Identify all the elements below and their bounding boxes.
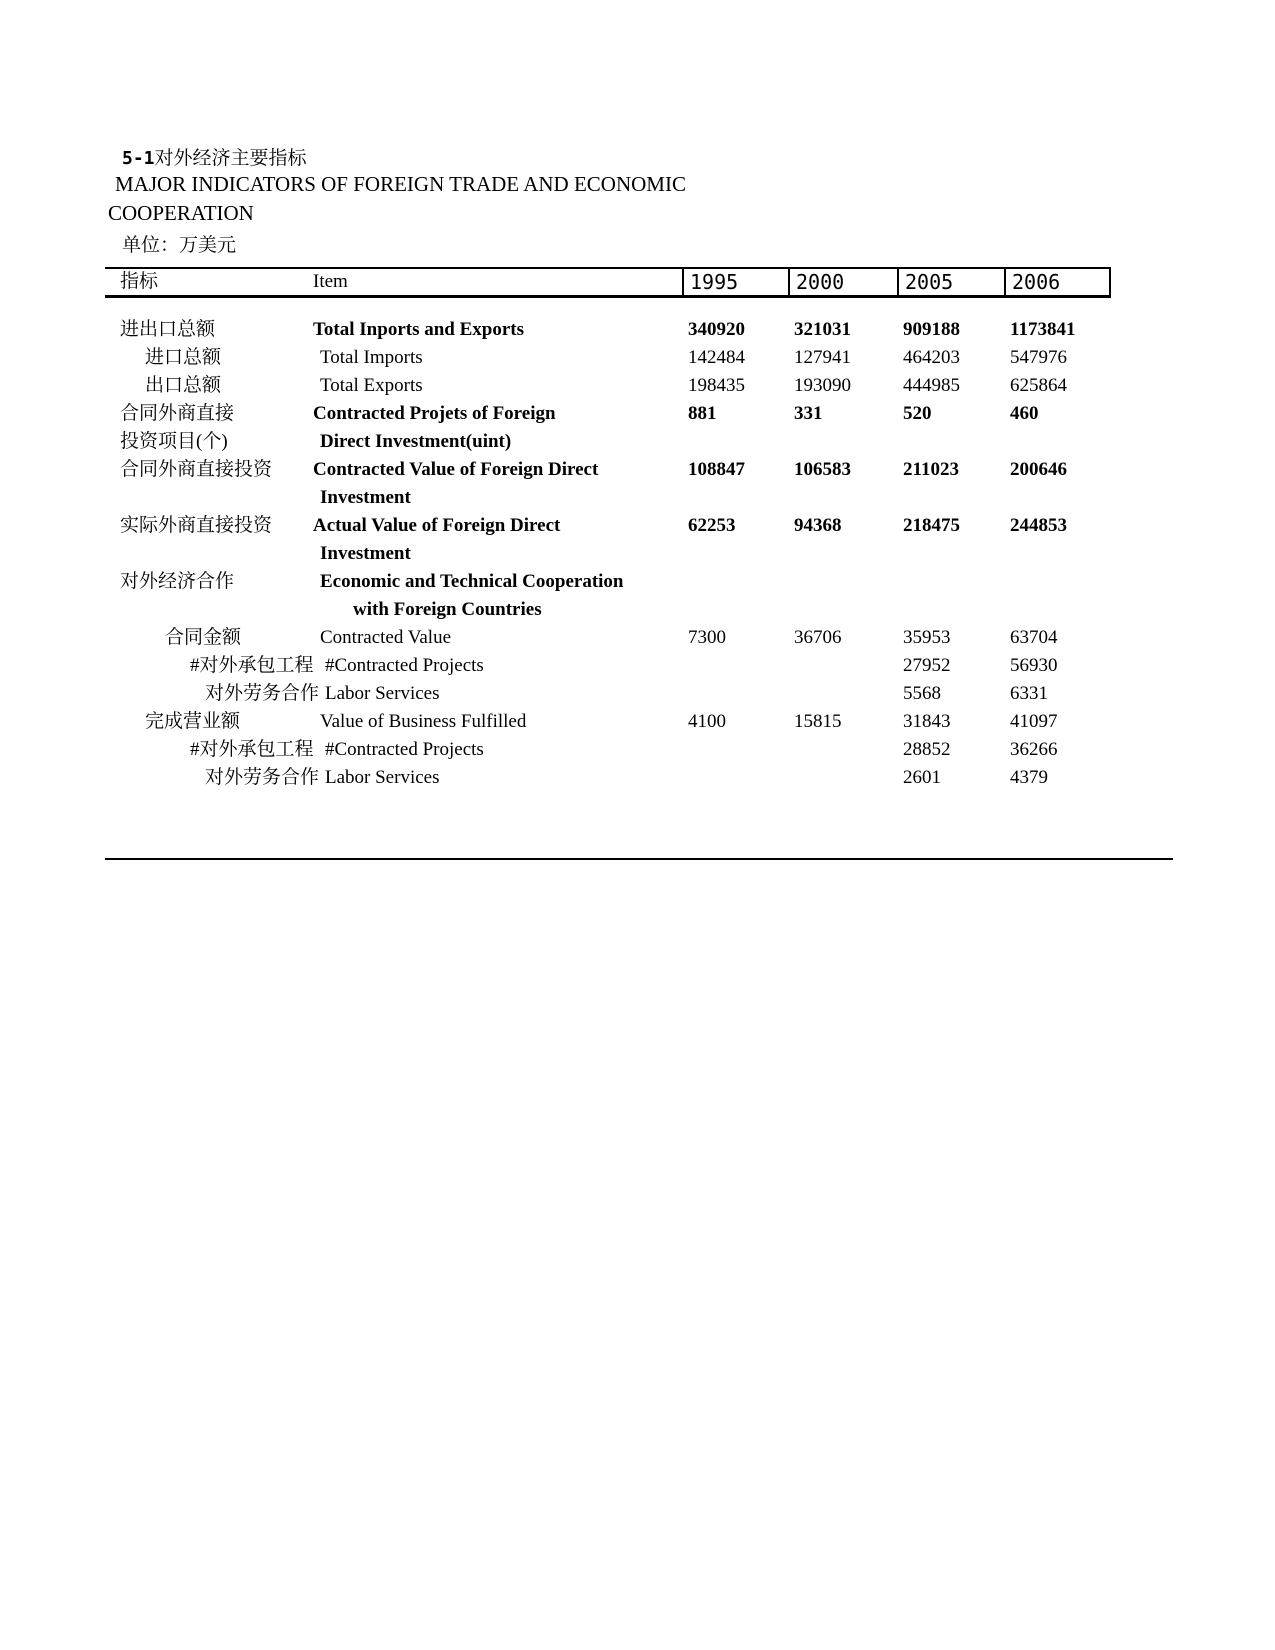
row-label-zh: 对外劳务合作 — [205, 767, 320, 788]
cell-1995 — [682, 568, 788, 596]
row-label-zh: 进口总额 — [145, 347, 222, 368]
row-label-en: #Contracted Projects — [325, 655, 484, 676]
cell-2000 — [788, 596, 897, 624]
cell-1995 — [682, 680, 788, 708]
table-row — [105, 512, 1111, 540]
cell-2000: 331 — [794, 403, 823, 424]
cell-2000: 94368 — [794, 515, 842, 536]
table-row — [105, 568, 1111, 596]
header-item-en: Item — [313, 271, 348, 292]
page-title-english-line1: MAJOR INDICATORS OF FOREIGN TRADE AND ECONOMIC — [115, 172, 686, 196]
cell-2000: 321031 — [794, 319, 851, 340]
cell-2005: 28852 — [903, 739, 951, 760]
cell-1995: 340920 — [688, 319, 745, 340]
header-year-1995: 1995 — [682, 269, 788, 295]
cell-1995 — [682, 484, 788, 512]
cell-2006: 56930 — [1010, 655, 1058, 676]
row-label-en: Investment — [320, 487, 411, 508]
table-body — [105, 316, 1111, 792]
table-row — [105, 596, 1111, 624]
row-label-en: Labor Services — [325, 683, 440, 704]
row-label-en: Labor Services — [325, 767, 440, 788]
cell-1995 — [682, 596, 788, 624]
row-label-en: #Contracted Projects — [325, 739, 484, 760]
page-title — [122, 143, 307, 170]
row-label-en: Direct Investment(uint) — [320, 431, 512, 452]
header-year-2006: 2006 — [1004, 269, 1111, 295]
cell-1995: 881 — [688, 403, 717, 424]
cell-2006 — [1004, 568, 1111, 596]
cell-1995 — [682, 736, 788, 764]
cell-2000 — [788, 764, 897, 792]
row-label-en: Total Imports — [320, 347, 423, 368]
cell-2006: 244853 — [1010, 515, 1067, 536]
row-label-zh — [105, 540, 313, 568]
cell-2000: 106583 — [794, 459, 851, 480]
cell-2005: 31843 — [903, 711, 951, 732]
cell-1995: 7300 — [688, 627, 726, 648]
row-label-zh — [105, 596, 313, 624]
row-label-en: Contracted Projets of Foreign — [313, 403, 556, 424]
cell-1995: 142484 — [688, 347, 745, 368]
row-label-zh: 合同金额 — [165, 627, 242, 648]
row-label-en: Total Inports and Exports — [313, 319, 524, 340]
cell-2006 — [1004, 484, 1111, 512]
cell-2006 — [1004, 428, 1111, 456]
cell-2000: 36706 — [794, 627, 842, 648]
row-label-zh: #对外承包工程 — [190, 739, 314, 760]
table-row — [105, 456, 1111, 484]
cell-1995 — [682, 652, 788, 680]
cell-2006: 625864 — [1010, 375, 1067, 396]
header-divider-rule — [105, 295, 1111, 298]
table-bottom-rule — [105, 858, 1173, 860]
header-year-2000: 2000 — [788, 269, 897, 295]
cell-2000: 193090 — [794, 375, 851, 396]
cell-2005: 444985 — [903, 375, 960, 396]
cell-2006: 4379 — [1010, 767, 1048, 788]
table-row — [105, 484, 1111, 512]
cell-2006: 547976 — [1010, 347, 1067, 368]
row-label-en: Total Exports — [320, 375, 423, 396]
cell-1995: 62253 — [688, 515, 736, 536]
row-label-en: Actual Value of Foreign Direct — [313, 515, 561, 536]
cell-2006: 200646 — [1010, 459, 1067, 480]
table-row — [105, 316, 1111, 344]
page-title-chinese: 对外经济主要指标 — [154, 148, 307, 169]
cell-2000: 127941 — [794, 347, 851, 368]
page-title-english-line2: COOPERATION — [108, 201, 254, 225]
table-row — [105, 540, 1111, 568]
cell-2006: 460 — [1010, 403, 1039, 424]
row-label-en: Investment — [320, 543, 411, 564]
cell-2006 — [1004, 540, 1111, 568]
cell-2005: 218475 — [903, 515, 960, 536]
row-label-zh — [105, 484, 313, 512]
row-label-zh: 实际外商直接投资 — [120, 515, 273, 536]
table-row — [105, 372, 1111, 400]
cell-2005: 909188 — [903, 319, 960, 340]
table-row — [105, 736, 1111, 764]
cell-2000 — [788, 540, 897, 568]
row-label-zh: 对外经济合作 — [120, 571, 235, 592]
table-row — [105, 680, 1111, 708]
cell-2000 — [788, 680, 897, 708]
cell-2000 — [788, 428, 897, 456]
cell-2005: 211023 — [903, 459, 959, 480]
cell-2006: 36266 — [1010, 739, 1058, 760]
cell-1995 — [682, 428, 788, 456]
row-label-en: with Foreign Countries — [353, 599, 542, 620]
row-label-en: Value of Business Fulfilled — [320, 711, 527, 732]
table-row — [105, 344, 1111, 372]
cell-2005: 464203 — [903, 347, 960, 368]
row-label-zh: 进出口总额 — [120, 319, 216, 340]
row-label-zh: 对外劳务合作 — [205, 683, 320, 704]
row-label-zh: 合同外商直接 — [120, 403, 235, 424]
table-row — [105, 652, 1111, 680]
cell-1995: 4100 — [688, 711, 726, 732]
cell-2005: 2601 — [903, 767, 941, 788]
cell-2005: 5568 — [903, 683, 941, 704]
row-label-en: Contracted Value of Foreign Direct — [313, 459, 599, 480]
cell-2005 — [897, 568, 1004, 596]
header-indicator-zh: 指标 — [120, 271, 159, 292]
cell-2006 — [1004, 596, 1111, 624]
cell-2005: 35953 — [903, 627, 951, 648]
cell-2006: 63704 — [1010, 627, 1058, 648]
table-row — [105, 400, 1111, 428]
cell-2005 — [897, 484, 1004, 512]
row-label-zh: 出口总额 — [145, 375, 222, 396]
table-header-row — [105, 267, 1111, 295]
cell-1995: 108847 — [688, 459, 745, 480]
row-label-zh: 投资项目(个) — [120, 431, 228, 452]
cell-2005: 520 — [903, 403, 932, 424]
table-number: 5-1 — [122, 148, 155, 169]
cell-2000 — [788, 484, 897, 512]
cell-1995 — [682, 540, 788, 568]
row-label-zh: 合同外商直接投资 — [120, 459, 273, 480]
unit-label: 单位：万美元 — [122, 235, 237, 256]
indicators-table — [105, 267, 1111, 792]
row-label-en: Contracted Value — [320, 627, 452, 648]
cell-2005: 27952 — [903, 655, 951, 676]
header-year-2005: 2005 — [897, 269, 1004, 295]
cell-2006: 1173841 — [1010, 319, 1076, 340]
cell-2005 — [897, 596, 1004, 624]
cell-1995: 198435 — [688, 375, 745, 396]
row-label-zh: 完成营业额 — [145, 711, 241, 732]
row-label-en: Economic and Technical Cooperation — [320, 571, 624, 592]
cell-2000 — [788, 736, 897, 764]
cell-2000: 15815 — [794, 711, 842, 732]
cell-1995 — [682, 764, 788, 792]
cell-2006: 6331 — [1010, 683, 1048, 704]
cell-2006: 41097 — [1010, 711, 1058, 732]
table-row — [105, 624, 1111, 652]
cell-2005 — [897, 540, 1004, 568]
table-row — [105, 708, 1111, 736]
row-label-zh: #对外承包工程 — [190, 655, 314, 676]
cell-2000 — [788, 652, 897, 680]
cell-2000 — [788, 568, 897, 596]
cell-2005 — [897, 428, 1004, 456]
table-row — [105, 428, 1111, 456]
table-row — [105, 764, 1111, 792]
